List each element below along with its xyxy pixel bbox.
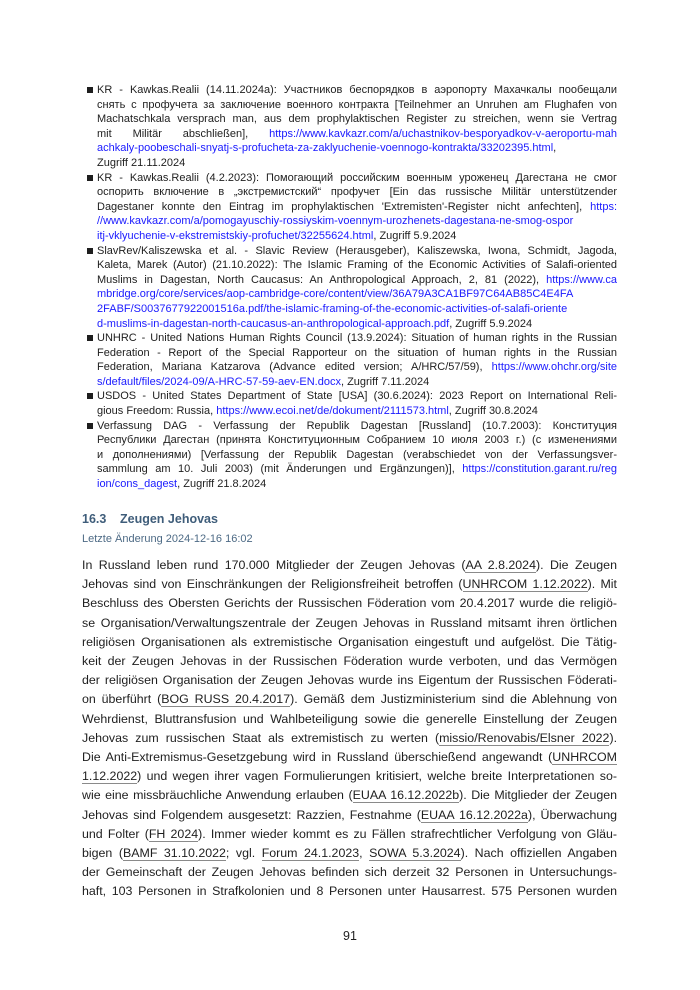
text: bigen (: [82, 846, 123, 861]
text: Kaleta, Marek (Autor) (21.10.2022): The Islamic Framing of the Economic Activities of Salafi-oriented: [97, 259, 617, 272]
reference-line: [97, 287, 617, 302]
citation-link[interactable]: SOWA 5.3.2024: [369, 846, 461, 861]
text: ). Gemäß dem Justizministerium sind die Ablehnung von: [290, 692, 618, 707]
reference-item: [86, 389, 617, 418]
reference-line: [97, 462, 617, 477]
bullet-icon: [87, 423, 93, 429]
text: Dagestaner konnte den Eintrag im prophylaktischen 'Extremisten'-Register nicht anfechten],: [97, 200, 591, 213]
last-changed: Letzte Änderung 2024-12-16 16:02: [82, 533, 253, 545]
reference-line: [97, 112, 617, 127]
bullet-icon: [87, 335, 93, 341]
body-paragraph: [82, 556, 617, 902]
text: ,: [359, 846, 370, 861]
body-line: [82, 652, 617, 671]
reference-line: [97, 98, 617, 113]
body-line: [82, 710, 617, 729]
text: Federation, Mariana Katzarova (Advance edited version; A/HRC/57/59),: [97, 361, 492, 374]
section-number: 16.3: [82, 512, 107, 526]
reference-line: [97, 141, 617, 156]
text: снять с профучета за заключение военного контракта [Teilnehmer an Unruhen am Flughafen von: [97, 98, 617, 111]
reference-item: [86, 244, 617, 332]
citation-link[interactable]: Forum 24.1.2023: [261, 846, 360, 861]
text: wie eine missbräuchliche Anwendung erlauben (: [82, 788, 353, 803]
text: Jehovas zum russischen Staat als extremistisch zu werten (: [82, 730, 440, 745]
text: ,: [553, 142, 557, 155]
bullet-icon: [87, 175, 93, 181]
bullet-icon: [87, 393, 93, 399]
reference-link[interactable]: d-muslims-in-dagestan-north-caucasus-an-anthropological-approach.pdf: [97, 317, 450, 330]
text: sammlung am 10. Juli 2003) (mit Änderungen und Ergänzungen)],: [97, 463, 463, 476]
text: Республики Дагестан (принята Конституционным Собранием 10 июля 2003 г.) (с изменениями: [97, 434, 617, 447]
text: и дополнениями) [Verfassung der Republik Dagestan (verabschiedet von der Verfassungsver-: [97, 448, 617, 461]
reference-list: [86, 83, 617, 492]
reference-link[interactable]: https://www.ecoi.net/de/dokument/2111573.html: [216, 405, 449, 418]
text: ). Mit: [587, 577, 617, 592]
section-title: Zeugen Jehovas: [120, 512, 218, 526]
reference-line: [97, 171, 617, 186]
body-line: [82, 844, 617, 863]
text: Zugriff 21.11.2024: [97, 156, 186, 169]
text: Jehovas sind von Einschränkungen der Religionsfreiheit betroffen (: [82, 577, 463, 592]
text: ). Nach offiziellen Angaben: [460, 846, 617, 861]
reference-line: [97, 302, 617, 317]
citation-link[interactable]: 1.12.2022: [82, 769, 138, 784]
reference-link[interactable]: 2FABF/S0037677922001516a.pdf/the-islamic-framing-of-the-economic-activities-of-salafi-oriente: [97, 302, 568, 315]
text: ).: [609, 730, 618, 745]
reference-link[interactable]: achkaly-poobeschali-snyatj-s-profucheta-za-zaklyuchenie-voennogo-kontrakta/33202395.html: [97, 142, 554, 155]
text: UNHRC - United Nations Human Rights Council (13.9.2024): Situation of human rights in the Russian: [97, 332, 617, 345]
body-line: [82, 767, 617, 786]
citation-link[interactable]: FH 2024: [148, 826, 199, 841]
text: , Zugriff 7.11.2024: [340, 375, 430, 388]
reference-line: [97, 244, 617, 259]
citation-link[interactable]: BOG RUSS 20.4.2017: [161, 692, 291, 707]
text: und Folter (: [82, 826, 149, 841]
body-line: [82, 729, 617, 748]
reference-line: [97, 214, 617, 229]
body-line: [82, 882, 617, 901]
reference-line: [97, 375, 617, 390]
citation-link[interactable]: EUAA 16.12.2022a: [420, 807, 528, 822]
text: , Zugriff 21.8.2024: [177, 478, 267, 491]
citation-link[interactable]: BAMF 31.10.2022: [122, 846, 226, 861]
page-number: 91: [343, 929, 357, 943]
reference-link[interactable]: ion/cons_dagest: [97, 478, 178, 491]
text: Verfassung DAG - Verfassung der Republik Dagestan [Russland] (10.7.2003): Конституция: [97, 419, 617, 432]
reference-link[interactable]: itj-vklyuchenie-v-ekstremistskiy-profuchet/32255624.html: [97, 229, 374, 242]
reference-line: [97, 419, 617, 434]
reference-item: [86, 83, 617, 171]
reference-line: [97, 404, 617, 419]
reference-link[interactable]: https://www.ohchr.org/site: [491, 361, 617, 374]
reference-link[interactable]: https://www.kavkazr.com/a/uchastnikov-besporyadkov-v-aeroportu-mah: [269, 127, 617, 140]
text: In Russland leben rund 170.000 Mitglieder der Zeugen Jehovas (: [82, 558, 466, 572]
text: ). Die Mitglieder der Zeugen: [459, 788, 618, 803]
reference-item: [86, 419, 617, 492]
reference-link[interactable]: mbridge.org/core/services/aop-cambridge-core/content/view/36A79A3CA1BF97C64AB85C4E4FA: [97, 288, 574, 301]
text: SlavRev/Kaliszewska et al. - Slavic Review (Herausgeber), Kaliszewska, Iwona, Schmidt, Jagoda,: [97, 244, 617, 257]
text: on überführt (: [82, 692, 162, 707]
reference-line: [97, 258, 617, 273]
body-line: [82, 748, 617, 767]
body-line: [82, 556, 617, 575]
reference-line: [97, 448, 617, 463]
bullet-icon: [87, 87, 93, 93]
citation-link[interactable]: UNHRCOM 1.12.2022: [462, 577, 588, 592]
body-line: [82, 825, 617, 844]
reference-line: [97, 433, 617, 448]
body-line: [82, 671, 617, 690]
reference-line: [97, 477, 617, 492]
body-line: [82, 806, 617, 825]
text: Die Anti-Extremismus-Gesetzgebung wird in Russland überschießend angewandt (: [82, 750, 553, 765]
reference-item: [86, 331, 617, 389]
reference-line: [97, 389, 617, 404]
body-line: [82, 614, 617, 633]
text: Jehovas sind Folgendem ausgesetzt: Razzien, Festnahme (: [82, 807, 421, 822]
reference-line: [97, 185, 617, 200]
reference-item: [86, 171, 617, 244]
text: ). Die Zeugen: [535, 558, 617, 572]
reference-link[interactable]: https:: [590, 200, 617, 213]
bullet-icon: [87, 248, 93, 254]
body-line: [82, 633, 617, 652]
text: haft, 103 Personen in Strafkolonien und 8 Personen unter Hausarrest. 575 Personen wurden: [82, 884, 617, 899]
citation-link[interactable]: UNHRCOM: [552, 750, 617, 765]
reference-line: [97, 127, 617, 142]
text: KR - Kawkas.Realii (14.11.2024a): Участников беспорядков в аэропорту Махачкалы пообещали: [97, 84, 617, 96]
text: der Gemeinschaft der Zeugen Jehovas befinden sich derzeit 32 Personen in Untersuchungs-: [82, 865, 617, 880]
text: gious Freedom: Russia,: [97, 405, 217, 418]
text: KR - Kawkas.Realii (4.2.2023): Помогающий российским военным уроженец Дагестана не смог: [97, 171, 617, 184]
text: Federation - Report of the Special Rapporteur on the situation of human rights in the Russian: [97, 346, 617, 359]
citation-link[interactable]: missio/Renovabis/Elsner 2022: [439, 730, 610, 745]
reference-line: [97, 317, 617, 332]
reference-link[interactable]: s/default/files/2024-09/A-HRC-57-59-aev-EN.docx: [97, 375, 341, 388]
citation-link[interactable]: EUAA 16.12.2022b: [352, 788, 460, 803]
reference-link[interactable]: https://constitution.garant.ru/reg: [462, 463, 617, 476]
reference-link[interactable]: https://www.ca: [546, 273, 617, 286]
text: Beschluss des Obersten Gerichts der Russischen Föderation vom 20.4.2017 wurde die religiö-: [82, 596, 617, 611]
text: , Zugriff 30.8.2024: [448, 405, 538, 418]
text: ; vgl.: [225, 846, 262, 861]
text: se Organisation/Verwaltungszentrale der Zeugen Jehovas in Russland mitsamt ihren örtlichen: [82, 615, 617, 630]
body-line: [82, 594, 617, 613]
text: Muslims in Dagestan, North Caucasus: An Anthropological Approach, 2, 81 (2022),: [97, 273, 547, 286]
reference-line: [97, 156, 617, 171]
section-heading: [82, 512, 218, 526]
text: USDOS - United States Department of State [USA] (30.6.2024): 2023 Report on International Reli-: [97, 390, 617, 403]
reference-line: [97, 229, 617, 244]
text: der religiösen Organisation der Zeugen Jehovas wurde ins Eigentum der Russischen Föderati-: [82, 673, 617, 688]
reference-link[interactable]: //www.kavkazr.com/a/pomogayuschiy-rossiyskim-voennym-urozhenets-dagestana-ne-smog-ospor: [97, 215, 574, 228]
body-line: [82, 863, 617, 882]
text: оспорить включение в „экстремистский“ профучет [Ein das russische Militär unterstützender: [97, 186, 617, 199]
text: Machatschkala versprach man, aus dem prophylaktischen Register zu streichen, wenn sie Vertrag: [97, 113, 617, 126]
body-line: [82, 690, 617, 709]
text: religiösen Organisationen als extremistische Organisation eingestuft und aufgelöst. Die Tätig-: [82, 634, 617, 649]
body-line: [82, 786, 617, 805]
citation-link[interactable]: AA 2.8.2024: [465, 558, 536, 572]
reference-line: [97, 331, 617, 346]
text: , Zugriff 5.9.2024: [373, 229, 457, 242]
text: ), Überwachung: [527, 807, 618, 822]
text: keit der Zeugen Jehovas in der Russischen Föderation wurde verboten, und das Vermögen: [82, 654, 617, 669]
body-line: [82, 575, 617, 594]
text: Wehrdienst, Bluttransfusion und Wahlbeteiligung sowie die generelle Einstellung der Zeugen: [82, 711, 617, 726]
reference-line: [97, 346, 617, 361]
reference-line: [97, 273, 617, 288]
text: ). Immer wieder kommt es zu Fällen strafrechtlicher Verfolgung von Gläu-: [198, 826, 617, 841]
text: , Zugriff 5.9.2024: [449, 317, 533, 330]
reference-line: [97, 83, 617, 98]
reference-line: [97, 200, 617, 215]
reference-line: [97, 360, 617, 375]
text: mit Militär abschließen],: [97, 127, 270, 140]
text: ) und wegen ihrer vagen Formulierungen kritisiert, welche breite Interpretationen so-: [137, 769, 617, 784]
